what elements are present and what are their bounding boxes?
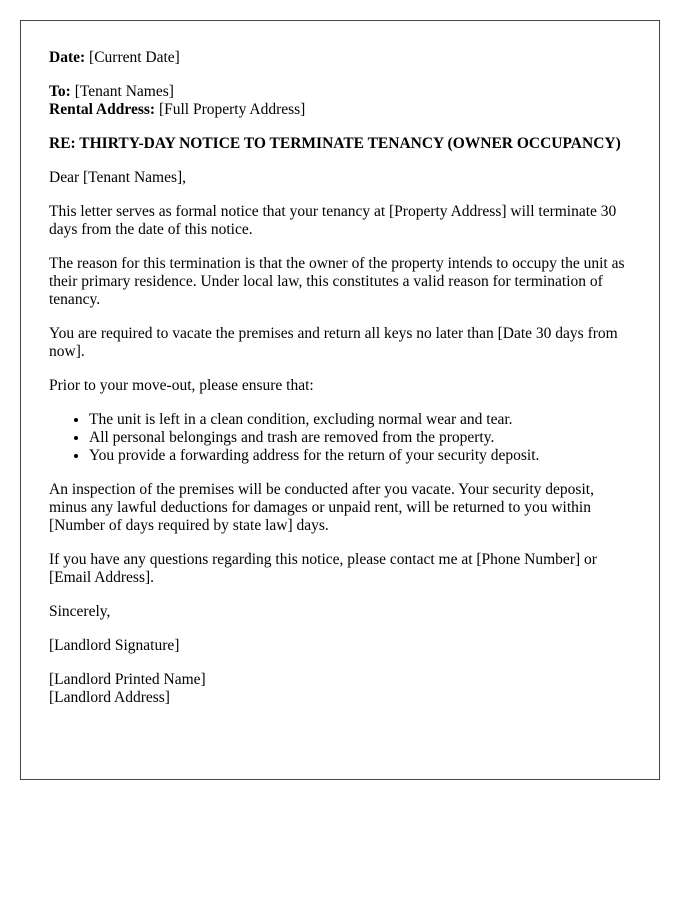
rental-address-label: Rental Address: — [49, 101, 156, 118]
list-item: • The unit is left in a clean condition, excluding normal wear and tear. — [89, 411, 631, 429]
rental-address-value: [Full Property Address] — [155, 101, 306, 118]
to-label: To: — [49, 83, 71, 100]
to-value: [Tenant Names] — [70, 83, 174, 100]
notice-letter — [20, 20, 660, 780]
paragraph-notice: This letter serves as formal notice that your tenancy at [Property Address] will terminate 30 days from the date of this notice. — [49, 203, 617, 238]
signature-placeholder: [Landlord Signature] — [49, 637, 180, 654]
paragraph-prior: Prior to your move-out, please ensure that: — [49, 377, 314, 394]
move-out-checklist — [49, 411, 631, 465]
rental-address-line — [49, 101, 631, 119]
date-label: Date: — [49, 49, 86, 66]
list-item: • All personal belongings and trash are removed from the property. — [89, 429, 631, 447]
sign-off: Sincerely, — [49, 603, 111, 620]
paragraph-questions: If you have any questions regarding this notice, please contact me at [Phone Number] or [Email Address]. — [49, 551, 597, 586]
to-line — [49, 83, 631, 101]
landlord-address: [Landlord Address] — [49, 689, 170, 706]
salutation: Dear [Tenant Names], — [49, 169, 187, 186]
date-line — [49, 49, 631, 67]
date-value: [Current Date] — [85, 49, 180, 66]
subject-line: RE: THIRTY-DAY NOTICE TO TERMINATE TENANCY (OWNER OCCUPANCY) — [49, 135, 621, 152]
paragraph-vacate: You are required to vacate the premises and return all keys no later than [Date 30 days from now]. — [49, 325, 618, 360]
paragraph-inspection: An inspection of the premises will be conducted after you vacate. Your security deposit, minus any lawful deductions for damages or unpaid rent, will be returned to you within [Number of days required by state law] days. — [49, 481, 594, 534]
paragraph-reason: The reason for this termination is that the owner of the property intends to occupy the unit as their primary residence. Under local law, this constitutes a valid reason for termination of tenancy. — [49, 255, 625, 308]
landlord-printed-name: [Landlord Printed Name] — [49, 671, 206, 688]
list-item: • You provide a forwarding address for the return of your security deposit. — [89, 447, 631, 465]
